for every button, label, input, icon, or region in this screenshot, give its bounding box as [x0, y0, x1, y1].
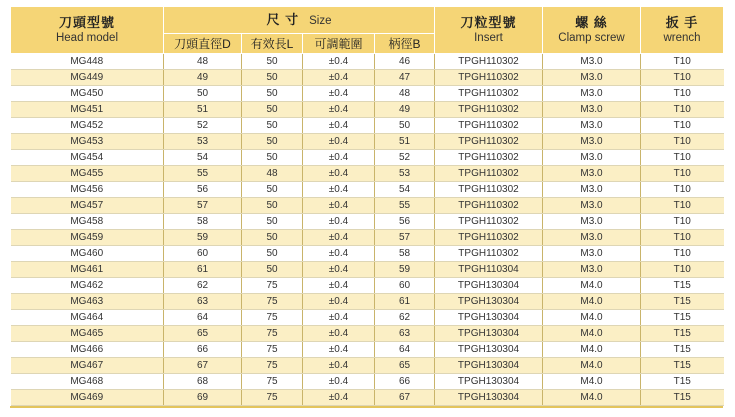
- cell-insert: TPGH130304: [435, 342, 543, 358]
- col-group-size: [164, 7, 435, 34]
- table-row: [11, 166, 724, 182]
- table-body: [11, 54, 724, 406]
- cell-shank-b: 55: [375, 198, 435, 214]
- cell-clamp-screw: M4.0: [543, 342, 641, 358]
- wrench-zh: 扳 手: [665, 15, 699, 30]
- cell-adjust-range: ±0.4: [303, 54, 375, 70]
- table-row: [11, 358, 724, 374]
- head-model-zh: 刀頭型號: [58, 15, 115, 30]
- cell-diameter-d: 68: [164, 374, 242, 390]
- cell-effective-length-l: 50: [242, 214, 303, 230]
- cell-model: MG461: [11, 262, 164, 278]
- cell-effective-length-l: 75: [242, 278, 303, 294]
- table-row: [11, 198, 724, 214]
- cell-wrench: T15: [641, 326, 724, 342]
- cell-adjust-range: ±0.4: [303, 118, 375, 134]
- table-row: [11, 310, 724, 326]
- cell-adjust-range: ±0.4: [303, 358, 375, 374]
- cell-clamp-screw: M3.0: [543, 246, 641, 262]
- cell-wrench: T10: [641, 182, 724, 198]
- cell-adjust-range: ±0.4: [303, 278, 375, 294]
- cell-diameter-d: 64: [164, 310, 242, 326]
- cell-shank-b: 53: [375, 166, 435, 182]
- table-row: [11, 134, 724, 150]
- cell-insert: TPGH110302: [435, 134, 543, 150]
- cell-effective-length-l: 50: [242, 70, 303, 86]
- cell-adjust-range: ±0.4: [303, 214, 375, 230]
- insert-zh: 刀粒型號: [460, 15, 517, 30]
- cell-model: MG449: [11, 70, 164, 86]
- cell-model: MG458: [11, 214, 164, 230]
- cell-model: MG469: [11, 390, 164, 406]
- cell-diameter-d: 56: [164, 182, 242, 198]
- cell-insert: TPGH110302: [435, 70, 543, 86]
- cell-model: MG463: [11, 294, 164, 310]
- cell-diameter-d: 49: [164, 70, 242, 86]
- cell-wrench: T10: [641, 198, 724, 214]
- table-bottom-border: [10, 406, 723, 408]
- table-row: [11, 230, 724, 246]
- cell-diameter-d: 59: [164, 230, 242, 246]
- insert-en: Insert: [474, 32, 503, 44]
- cell-shank-b: 63: [375, 326, 435, 342]
- cell-wrench: T10: [641, 134, 724, 150]
- cell-effective-length-l: 75: [242, 374, 303, 390]
- cell-insert: TPGH110302: [435, 54, 543, 70]
- cell-insert: TPGH130304: [435, 310, 543, 326]
- cell-adjust-range: ±0.4: [303, 390, 375, 406]
- cell-wrench: T10: [641, 230, 724, 246]
- head-model-en: Head model: [55, 32, 118, 44]
- cell-model: MG452: [11, 118, 164, 134]
- cell-adjust-range: ±0.4: [303, 166, 375, 182]
- cell-diameter-d: 51: [164, 102, 242, 118]
- table-row: [11, 374, 724, 390]
- cell-clamp-screw: M3.0: [543, 86, 641, 102]
- cell-clamp-screw: M3.0: [543, 54, 641, 70]
- cell-effective-length-l: 75: [242, 390, 303, 406]
- cell-clamp-screw: M4.0: [543, 358, 641, 374]
- cell-wrench: T10: [641, 118, 724, 134]
- col-diameter-d: 刀頭直徑D: [164, 34, 242, 54]
- col-head-model: [11, 7, 164, 54]
- cell-insert: TPGH130304: [435, 374, 543, 390]
- cell-model: MG457: [11, 198, 164, 214]
- cell-shank-b: 50: [375, 118, 435, 134]
- size-en: Size: [309, 15, 332, 27]
- cell-diameter-d: 54: [164, 150, 242, 166]
- cell-wrench: T10: [641, 262, 724, 278]
- cell-shank-b: 64: [375, 342, 435, 358]
- cell-adjust-range: ±0.4: [303, 102, 375, 118]
- cell-model: MG450: [11, 86, 164, 102]
- cell-wrench: T15: [641, 374, 724, 390]
- cell-clamp-screw: M3.0: [543, 182, 641, 198]
- cell-adjust-range: ±0.4: [303, 246, 375, 262]
- wrench-en: wrench: [663, 32, 701, 44]
- cell-insert: TPGH110302: [435, 230, 543, 246]
- cell-insert: TPGH110302: [435, 166, 543, 182]
- cell-wrench: T15: [641, 390, 724, 406]
- cell-effective-length-l: 50: [242, 230, 303, 246]
- cell-model: MG455: [11, 166, 164, 182]
- table-row: [11, 246, 724, 262]
- cell-effective-length-l: 50: [242, 118, 303, 134]
- cell-effective-length-l: 50: [242, 102, 303, 118]
- cell-clamp-screw: M3.0: [543, 150, 641, 166]
- cell-insert: TPGH110302: [435, 198, 543, 214]
- cell-shank-b: 65: [375, 358, 435, 374]
- cell-insert: TPGH130304: [435, 390, 543, 406]
- cell-wrench: T10: [641, 86, 724, 102]
- col-effective-length-l: 有效長L: [242, 34, 303, 54]
- cell-adjust-range: ±0.4: [303, 310, 375, 326]
- table-row: [11, 262, 724, 278]
- cell-clamp-screw: M4.0: [543, 390, 641, 406]
- cell-shank-b: 51: [375, 134, 435, 150]
- table-row: [11, 150, 724, 166]
- cell-diameter-d: 60: [164, 246, 242, 262]
- cell-adjust-range: ±0.4: [303, 262, 375, 278]
- cell-shank-b: 48: [375, 86, 435, 102]
- cell-shank-b: 67: [375, 390, 435, 406]
- cell-clamp-screw: M3.0: [543, 134, 641, 150]
- cell-model: MG468: [11, 374, 164, 390]
- table-row: [11, 54, 724, 70]
- table-row: [11, 390, 724, 406]
- cell-shank-b: 52: [375, 150, 435, 166]
- cell-model: MG466: [11, 342, 164, 358]
- cell-insert: TPGH110302: [435, 214, 543, 230]
- size-zh: 尺 寸: [266, 12, 300, 27]
- clamp-en: Clamp screw: [558, 32, 625, 44]
- col-clamp-screw: [543, 7, 641, 54]
- cell-model: MG451: [11, 102, 164, 118]
- cell-shank-b: 54: [375, 182, 435, 198]
- cell-model: MG459: [11, 230, 164, 246]
- cell-shank-b: 59: [375, 262, 435, 278]
- cell-adjust-range: ±0.4: [303, 374, 375, 390]
- cell-clamp-screw: M3.0: [543, 230, 641, 246]
- cell-diameter-d: 52: [164, 118, 242, 134]
- cell-wrench: T15: [641, 342, 724, 358]
- table-row: [11, 182, 724, 198]
- cell-shank-b: 58: [375, 246, 435, 262]
- cell-wrench: T10: [641, 150, 724, 166]
- cell-model: MG448: [11, 54, 164, 70]
- cell-model: MG465: [11, 326, 164, 342]
- cell-adjust-range: ±0.4: [303, 294, 375, 310]
- table-row: [11, 214, 724, 230]
- table-row: [11, 70, 724, 86]
- cell-model: MG464: [11, 310, 164, 326]
- cell-clamp-screw: M3.0: [543, 102, 641, 118]
- cell-clamp-screw: M3.0: [543, 214, 641, 230]
- cell-wrench: T10: [641, 246, 724, 262]
- table-row: [11, 118, 724, 134]
- cell-insert: TPGH130304: [435, 294, 543, 310]
- cell-adjust-range: ±0.4: [303, 342, 375, 358]
- cell-model: MG462: [11, 278, 164, 294]
- cell-shank-b: 49: [375, 102, 435, 118]
- table-row: [11, 86, 724, 102]
- col-adjust-range: 可調範圍: [303, 34, 375, 54]
- cell-model: MG467: [11, 358, 164, 374]
- cell-diameter-d: 69: [164, 390, 242, 406]
- cell-wrench: T10: [641, 166, 724, 182]
- cell-wrench: T10: [641, 214, 724, 230]
- cell-clamp-screw: M3.0: [543, 198, 641, 214]
- table-row: [11, 102, 724, 118]
- cell-effective-length-l: 50: [242, 54, 303, 70]
- cell-model: MG456: [11, 182, 164, 198]
- cell-insert: TPGH130304: [435, 326, 543, 342]
- cell-insert: TPGH110304: [435, 262, 543, 278]
- cell-effective-length-l: 50: [242, 150, 303, 166]
- cell-clamp-screw: M3.0: [543, 118, 641, 134]
- cell-effective-length-l: 48: [242, 166, 303, 182]
- cell-effective-length-l: 50: [242, 262, 303, 278]
- cell-wrench: T15: [641, 278, 724, 294]
- cell-diameter-d: 57: [164, 198, 242, 214]
- cell-model: MG454: [11, 150, 164, 166]
- cell-shank-b: 46: [375, 54, 435, 70]
- cell-effective-length-l: 75: [242, 358, 303, 374]
- cell-wrench: T15: [641, 310, 724, 326]
- cell-diameter-d: 66: [164, 342, 242, 358]
- cell-clamp-screw: M4.0: [543, 326, 641, 342]
- cell-adjust-range: ±0.4: [303, 198, 375, 214]
- cell-insert: TPGH110302: [435, 102, 543, 118]
- cell-insert: TPGH110302: [435, 246, 543, 262]
- cell-insert: TPGH110302: [435, 150, 543, 166]
- table-row: [11, 342, 724, 358]
- cell-diameter-d: 53: [164, 134, 242, 150]
- cell-diameter-d: 61: [164, 262, 242, 278]
- cell-shank-b: 56: [375, 214, 435, 230]
- table-header: [11, 7, 724, 54]
- cell-adjust-range: ±0.4: [303, 182, 375, 198]
- cell-adjust-range: ±0.4: [303, 134, 375, 150]
- cell-effective-length-l: 50: [242, 86, 303, 102]
- cell-clamp-screw: M4.0: [543, 294, 641, 310]
- table-row: [11, 278, 724, 294]
- cell-diameter-d: 55: [164, 166, 242, 182]
- table-row: [11, 294, 724, 310]
- col-shank-b: 柄徑B: [375, 34, 435, 54]
- cell-insert: TPGH130304: [435, 278, 543, 294]
- table-row: [11, 326, 724, 342]
- cell-shank-b: 66: [375, 374, 435, 390]
- cell-clamp-screw: M3.0: [543, 166, 641, 182]
- cell-diameter-d: 67: [164, 358, 242, 374]
- spec-table: [10, 6, 724, 406]
- cell-shank-b: 60: [375, 278, 435, 294]
- col-wrench: [641, 7, 724, 54]
- spec-table-container: [10, 6, 723, 408]
- cell-wrench: T15: [641, 358, 724, 374]
- cell-wrench: T15: [641, 294, 724, 310]
- cell-shank-b: 62: [375, 310, 435, 326]
- cell-adjust-range: ±0.4: [303, 326, 375, 342]
- cell-shank-b: 57: [375, 230, 435, 246]
- cell-adjust-range: ±0.4: [303, 86, 375, 102]
- cell-diameter-d: 58: [164, 214, 242, 230]
- cell-adjust-range: ±0.4: [303, 70, 375, 86]
- clamp-zh: 螺 絲: [575, 15, 608, 30]
- col-insert: [435, 7, 543, 54]
- cell-shank-b: 61: [375, 294, 435, 310]
- cell-diameter-d: 48: [164, 54, 242, 70]
- cell-clamp-screw: M4.0: [543, 310, 641, 326]
- cell-insert: TPGH110302: [435, 86, 543, 102]
- cell-insert: TPGH110302: [435, 182, 543, 198]
- cell-effective-length-l: 50: [242, 182, 303, 198]
- cell-wrench: T10: [641, 70, 724, 86]
- cell-effective-length-l: 50: [242, 134, 303, 150]
- cell-diameter-d: 62: [164, 278, 242, 294]
- cell-diameter-d: 63: [164, 294, 242, 310]
- cell-diameter-d: 50: [164, 86, 242, 102]
- cell-diameter-d: 65: [164, 326, 242, 342]
- cell-effective-length-l: 50: [242, 198, 303, 214]
- cell-adjust-range: ±0.4: [303, 150, 375, 166]
- cell-effective-length-l: 75: [242, 294, 303, 310]
- cell-effective-length-l: 50: [242, 246, 303, 262]
- cell-clamp-screw: M3.0: [543, 70, 641, 86]
- cell-insert: TPGH130304: [435, 358, 543, 374]
- cell-effective-length-l: 75: [242, 342, 303, 358]
- cell-effective-length-l: 75: [242, 310, 303, 326]
- cell-clamp-screw: M3.0: [543, 262, 641, 278]
- cell-effective-length-l: 75: [242, 326, 303, 342]
- cell-wrench: T10: [641, 54, 724, 70]
- cell-clamp-screw: M4.0: [543, 374, 641, 390]
- cell-insert: TPGH110302: [435, 118, 543, 134]
- cell-wrench: T10: [641, 102, 724, 118]
- cell-shank-b: 47: [375, 70, 435, 86]
- cell-model: MG460: [11, 246, 164, 262]
- cell-model: MG453: [11, 134, 164, 150]
- cell-clamp-screw: M4.0: [543, 278, 641, 294]
- cell-adjust-range: ±0.4: [303, 230, 375, 246]
